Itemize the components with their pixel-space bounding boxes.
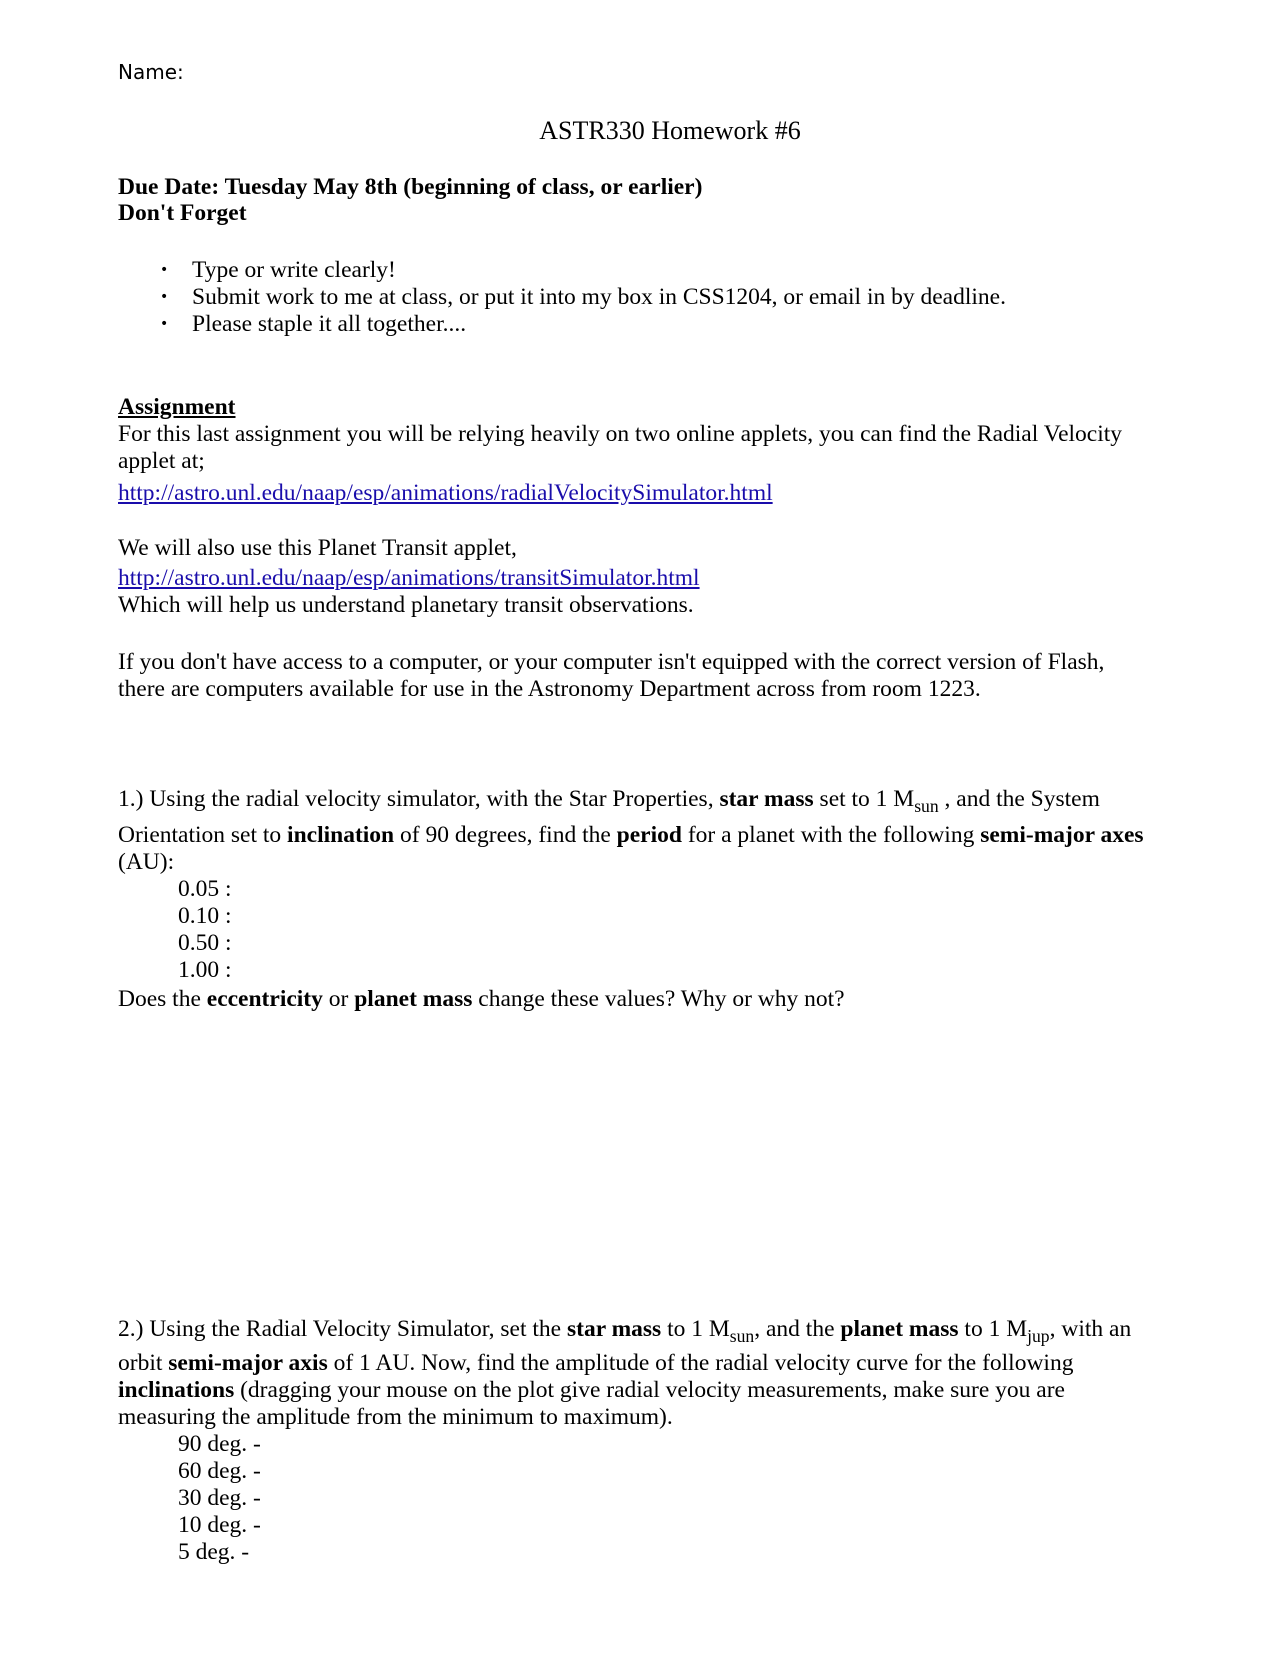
question-2-line-2: orbit semi-major axis of 1 AU. Now, find the amplitude of the radial velocity curve for the following: [118, 1350, 1074, 1376]
question-1-line-3: (AU):: [118, 849, 175, 875]
access-note: If you don't have access to a computer, or your computer isn't equipped with the correct version of Flash,: [118, 649, 1105, 675]
question-1-line-2: Orientation set to inclination of 90 degrees, find the period for a planet with the following semi-major axes: [118, 822, 1144, 848]
bullet-icon: •: [160, 289, 169, 305]
q1-value: 0.05 :: [178, 876, 232, 902]
transit-intro: We will also use this Planet Transit applet,: [118, 535, 517, 561]
q1-value: 0.50 :: [178, 930, 232, 956]
page-title: ASTR330 Homework #6: [539, 116, 801, 145]
transit-link[interactable]: http://astro.unl.edu/naap/esp/animations/transitSimulator.html: [118, 565, 700, 591]
q2-value: 90 deg. -: [178, 1431, 261, 1457]
due-date: Due Date: Tuesday May 8th (beginning of class, or earlier): [118, 174, 703, 200]
question-2-line-3: inclinations (dragging your mouse on the plot give radial velocity measurements, make sure you are: [118, 1377, 1065, 1403]
question-2-line-1: 2.) Using the Radial Velocity Simulator, set the star mass to 1 $M_{sun}$, and the planet mass to 1 $M_{jup}$, with an: [118, 1316, 1132, 1347]
reminder-text: Submit work to me at class, or put it into my box in CSS1204, or email in by deadline.: [192, 284, 1006, 310]
name-label: Name:: [118, 60, 184, 84]
q2-value: 60 deg. -: [178, 1458, 261, 1484]
transit-help: Which will help us understand planetary transit observations.: [118, 592, 694, 618]
question-1-followup: Does the eccentricity or planet mass change these values? Why or why not?: [118, 986, 845, 1012]
assignment-heading: Assignment: [118, 394, 236, 420]
q1-value: 0.10 :: [178, 903, 232, 929]
question-1-line-1: 1.) Using the radial velocity simulator, with the Star Properties, star mass set to 1 $M_{sun}$ , and the System: [118, 786, 1100, 817]
reminder-item: [160, 286, 1006, 310]
reminder-item: [160, 313, 466, 337]
question-2-line-4: measuring the amplitude from the minimum to maximum).: [118, 1404, 673, 1430]
q2-value: 5 deg. -: [178, 1539, 250, 1565]
assignment-intro-cont: applet at;: [118, 448, 205, 474]
access-note-cont: there are computers available for use in the Astronomy Department across from room 1223.: [118, 676, 981, 702]
assignment-intro: For this last assignment you will be relying heavily on two online applets, you can find the Radial Velocity: [118, 421, 1123, 447]
q1-value: 1.00 :: [178, 957, 232, 983]
reminder-item: [160, 259, 396, 283]
reminder-text: Type or write clearly!: [192, 257, 396, 283]
dont-forget-heading: Don't Forget: [118, 200, 247, 226]
bullet-icon: •: [160, 262, 169, 278]
radial-velocity-link[interactable]: http://astro.unl.edu/naap/esp/animations/radialVelocitySimulator.html: [118, 480, 773, 506]
bullet-icon: •: [160, 316, 169, 332]
q2-value: 30 deg. -: [178, 1485, 261, 1511]
reminder-text: Please staple it all together....: [192, 311, 467, 337]
q2-value: 10 deg. -: [178, 1512, 261, 1538]
